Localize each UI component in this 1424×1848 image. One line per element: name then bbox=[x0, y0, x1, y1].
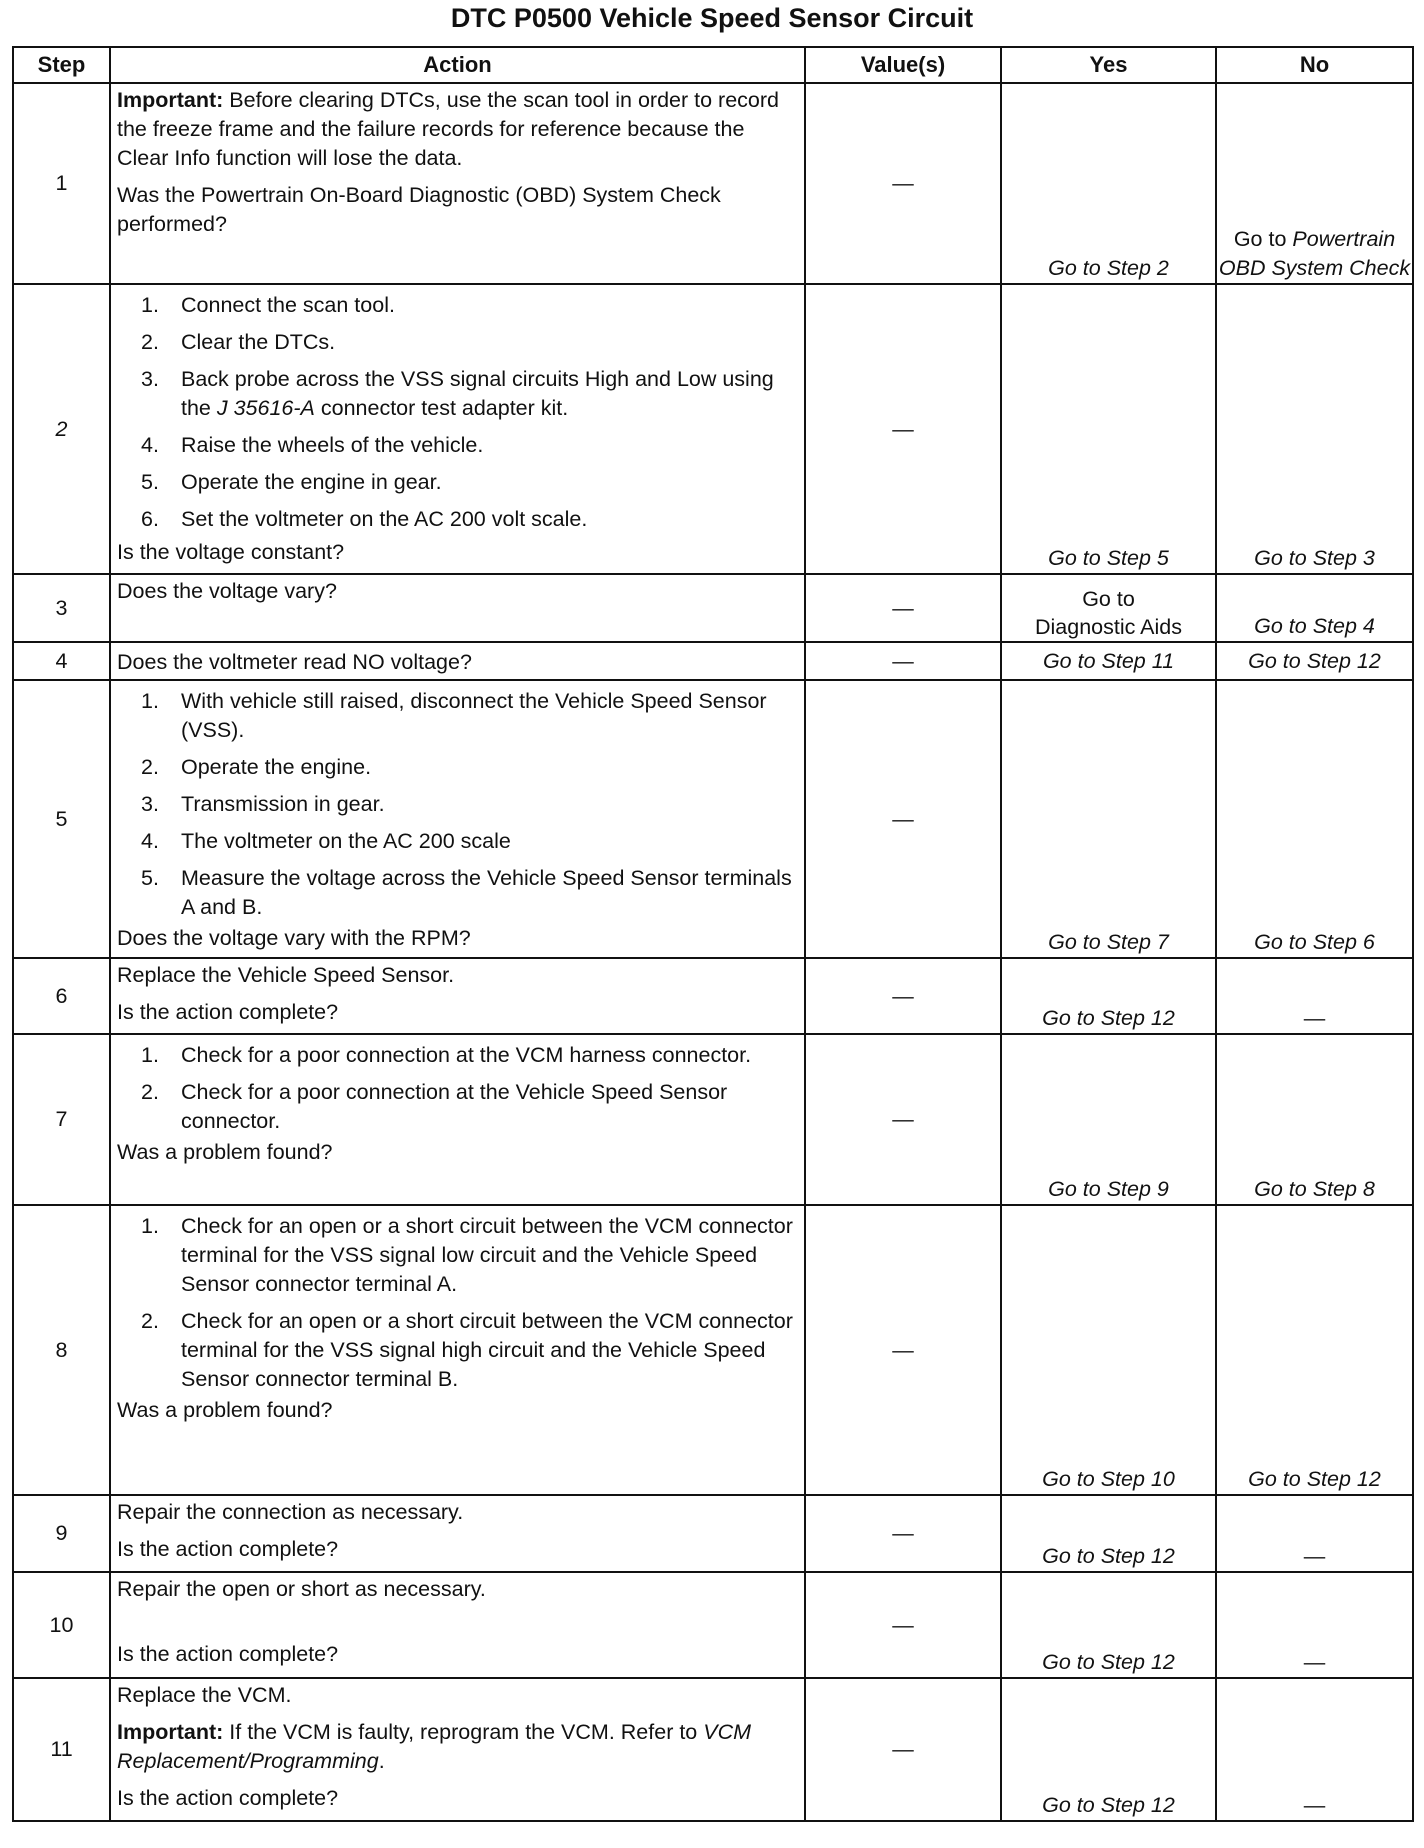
step-question: Was a problem found? bbox=[117, 1140, 333, 1164]
no-action bbox=[1216, 1495, 1413, 1572]
step-number: 8 bbox=[13, 1205, 110, 1495]
step-value: — bbox=[805, 83, 1001, 284]
yes-action bbox=[1001, 1205, 1216, 1495]
no-action bbox=[1216, 284, 1413, 574]
no-action bbox=[1216, 958, 1413, 1034]
list-item: 1. Check for an open or a short circuit between the VCM connector terminal for the VSS signal low circuit and the Vehicle Speed Sensor connector terminal A. bbox=[141, 1214, 793, 1296]
table-row bbox=[13, 1495, 1413, 1572]
yes-link[interactable]: Go to Step 12 bbox=[1042, 1544, 1175, 1568]
list-item: 4. Raise the wheels of the vehicle. bbox=[141, 433, 484, 457]
step-value: — bbox=[805, 1205, 1001, 1495]
header-step: Step bbox=[13, 47, 110, 83]
yes-link[interactable]: Go to Step 7 bbox=[1048, 930, 1169, 954]
yes-link[interactable]: Go to Step 12 bbox=[1042, 1650, 1175, 1674]
step-question: Does the voltage vary? bbox=[117, 579, 337, 603]
step-question: Was a problem found? bbox=[117, 1398, 333, 1422]
list-item: 5. Measure the voltage across the Vehicle Speed Sensor terminals A and B. bbox=[141, 866, 792, 919]
step-value: — bbox=[805, 1572, 1001, 1678]
no-action bbox=[1216, 680, 1413, 958]
no-action bbox=[1216, 1678, 1413, 1821]
step-action bbox=[110, 680, 805, 958]
step-action bbox=[110, 1495, 805, 1572]
yes-link[interactable]: Go to Step 12 bbox=[1042, 1793, 1175, 1817]
step-number: 6 bbox=[13, 958, 110, 1034]
list-item: 2. Check for a poor connection at the Vehicle Speed Sensor connector. bbox=[141, 1080, 728, 1133]
step-value: — bbox=[805, 1034, 1001, 1205]
table-row bbox=[13, 1205, 1413, 1495]
yes-link[interactable]: Go to Diagnostic Aids bbox=[1035, 587, 1182, 639]
header-values: Value(s) bbox=[805, 47, 1001, 83]
reference-link[interactable]: VCM Replacement/Programming bbox=[117, 1720, 752, 1773]
list-item: 1. Check for a poor connection at the VCM harness connector. bbox=[141, 1043, 752, 1067]
list-item: 6. Set the voltmeter on the AC 200 volt scale. bbox=[141, 507, 588, 531]
table-row bbox=[13, 1034, 1413, 1205]
list-item: 1. With vehicle still raised, disconnect the Vehicle Speed Sensor (VSS). bbox=[141, 689, 767, 742]
no-link[interactable]: Go to Step 6 bbox=[1254, 930, 1375, 954]
no-link[interactable]: Go to Step 4 bbox=[1254, 614, 1375, 638]
yes-link[interactable]: Go to Step 9 bbox=[1048, 1177, 1169, 1201]
no-dash: — bbox=[1303, 1793, 1326, 1817]
header-action: Action bbox=[110, 47, 805, 83]
step-value: — bbox=[805, 642, 1001, 680]
step-value: — bbox=[805, 1495, 1001, 1572]
important-label: Important: bbox=[117, 1720, 224, 1744]
step-number: 4 bbox=[13, 642, 110, 680]
table-row bbox=[13, 284, 1413, 574]
yes-link[interactable]: Go to Step 12 bbox=[1042, 1006, 1175, 1030]
step-number: 2 bbox=[13, 284, 110, 574]
step-value: — bbox=[805, 574, 1001, 642]
step-action bbox=[110, 284, 805, 574]
step-value: — bbox=[805, 284, 1001, 574]
step-question: Is the voltage constant? bbox=[117, 540, 345, 564]
step-action bbox=[110, 1034, 805, 1205]
yes-action bbox=[1001, 284, 1216, 574]
list-item: 4. The voltmeter on the AC 200 scale bbox=[141, 829, 511, 853]
step-number: 10 bbox=[13, 1572, 110, 1678]
no-dash: — bbox=[1303, 1650, 1326, 1674]
no-action bbox=[1216, 574, 1413, 642]
important-text: Before clearing DTCs, use the scan tool in order to record the freeze frame and the failure records for reference because the Clear Info function will lose the data. bbox=[117, 88, 779, 170]
step-instruction: Replace the VCM. bbox=[117, 1683, 292, 1707]
step-action bbox=[110, 958, 805, 1034]
no-dash: — bbox=[1303, 1544, 1326, 1568]
no-action: Go to Powertrain OBD System Check bbox=[1216, 83, 1413, 284]
list-item: 3. Back probe across the VSS signal circuits High and Low using the J 35616-A connector test adapter kit. bbox=[141, 367, 774, 420]
table-row bbox=[13, 574, 1413, 642]
yes-action bbox=[1001, 1034, 1216, 1205]
step-value: — bbox=[805, 680, 1001, 958]
table-row bbox=[13, 680, 1413, 958]
yes-link[interactable]: Go to Step 5 bbox=[1048, 546, 1169, 570]
step-question: Is the action complete? bbox=[117, 1537, 339, 1561]
no-link[interactable]: Go to Step 12 bbox=[1248, 1467, 1381, 1491]
no-action bbox=[1216, 1205, 1413, 1495]
step-question: Was the Powertrain On-Board Diagnostic (OBD) System Check performed? bbox=[117, 183, 721, 236]
step-action bbox=[110, 1205, 805, 1495]
list-item: 2. Operate the engine. bbox=[141, 755, 372, 779]
yes-link[interactable]: Go to Step 11 bbox=[1042, 648, 1175, 673]
step-action bbox=[110, 83, 805, 284]
yes-action bbox=[1001, 1495, 1216, 1572]
no-action bbox=[1216, 642, 1413, 680]
yes-action bbox=[1001, 680, 1216, 958]
yes-action bbox=[1001, 1572, 1216, 1678]
step-value: — bbox=[805, 958, 1001, 1034]
no-action bbox=[1216, 1572, 1413, 1678]
step-number: 3 bbox=[13, 574, 110, 642]
diagnostic-table bbox=[12, 46, 1414, 1822]
step-question: Is the action complete? bbox=[117, 1642, 339, 1666]
yes-action bbox=[1001, 958, 1216, 1034]
no-link[interactable]: Powertrain OBD System Check bbox=[1218, 227, 1411, 280]
yes-link[interactable]: Go to Step 2 bbox=[1048, 256, 1169, 280]
list-item: 2. Clear the DTCs. bbox=[141, 330, 336, 354]
no-action bbox=[1216, 1034, 1413, 1205]
step-action bbox=[110, 574, 805, 642]
yes-action bbox=[1001, 642, 1216, 680]
step-instruction: Repair the connection as necessary. bbox=[117, 1500, 464, 1524]
yes-action bbox=[1001, 83, 1216, 284]
no-link[interactable]: Go to Step 3 bbox=[1254, 546, 1375, 570]
step-action bbox=[110, 1572, 805, 1678]
list-item: 1. Connect the scan tool. bbox=[141, 293, 395, 317]
yes-link[interactable]: Go to Step 10 bbox=[1042, 1467, 1175, 1491]
table-row bbox=[13, 958, 1413, 1034]
no-link[interactable]: Go to Step 8 bbox=[1254, 1177, 1375, 1201]
step-instruction: Repair the open or short as necessary. bbox=[117, 1577, 486, 1601]
table-row bbox=[13, 642, 1413, 680]
step-question: Does the voltmeter read NO voltage? bbox=[117, 649, 472, 674]
step-action: Replace the VCM. Important: If the VCM is faulty, reprogram the VCM. Refer to VCM Replacement/Programming. Is the action complete? bbox=[110, 1678, 805, 1821]
tool-name: J 35616-A bbox=[216, 396, 315, 420]
no-link[interactable]: Go to Step 12 bbox=[1248, 648, 1381, 673]
step-number: 11 bbox=[13, 1678, 110, 1821]
important-label: Important: bbox=[117, 88, 224, 112]
step-value: — bbox=[805, 1678, 1001, 1821]
table-header-row bbox=[13, 47, 1413, 83]
table-row bbox=[13, 1678, 1413, 1821]
page-title: DTC P0500 Vehicle Speed Sensor Circuit bbox=[450, 3, 974, 33]
step-question: Is the action complete? bbox=[117, 1786, 339, 1810]
step-question: Does the voltage vary with the RPM? bbox=[117, 926, 471, 950]
list-item: 5. Operate the engine in gear. bbox=[141, 470, 442, 494]
step-number: 7 bbox=[13, 1034, 110, 1205]
step-number: 1 bbox=[13, 83, 110, 284]
no-dash: — bbox=[1303, 1006, 1326, 1030]
header-no: No bbox=[1216, 47, 1413, 83]
yes-action bbox=[1001, 574, 1216, 642]
header-yes: Yes bbox=[1001, 47, 1216, 83]
list-item: 2. Check for an open or a short circuit between the VCM connector terminal for the VSS signal high circuit and the Vehicle Speed Sensor connector terminal B. bbox=[141, 1309, 793, 1391]
step-number: 5 bbox=[13, 680, 110, 958]
table-row bbox=[13, 1572, 1413, 1678]
list-item: 3. Transmission in gear. bbox=[141, 792, 385, 816]
step-action bbox=[110, 642, 805, 680]
table-row bbox=[13, 83, 1413, 284]
step-question: Is the action complete? bbox=[117, 1000, 339, 1024]
step-number: 9 bbox=[13, 1495, 110, 1572]
yes-action bbox=[1001, 1678, 1216, 1821]
step-instruction: Replace the Vehicle Speed Sensor. bbox=[117, 963, 455, 987]
